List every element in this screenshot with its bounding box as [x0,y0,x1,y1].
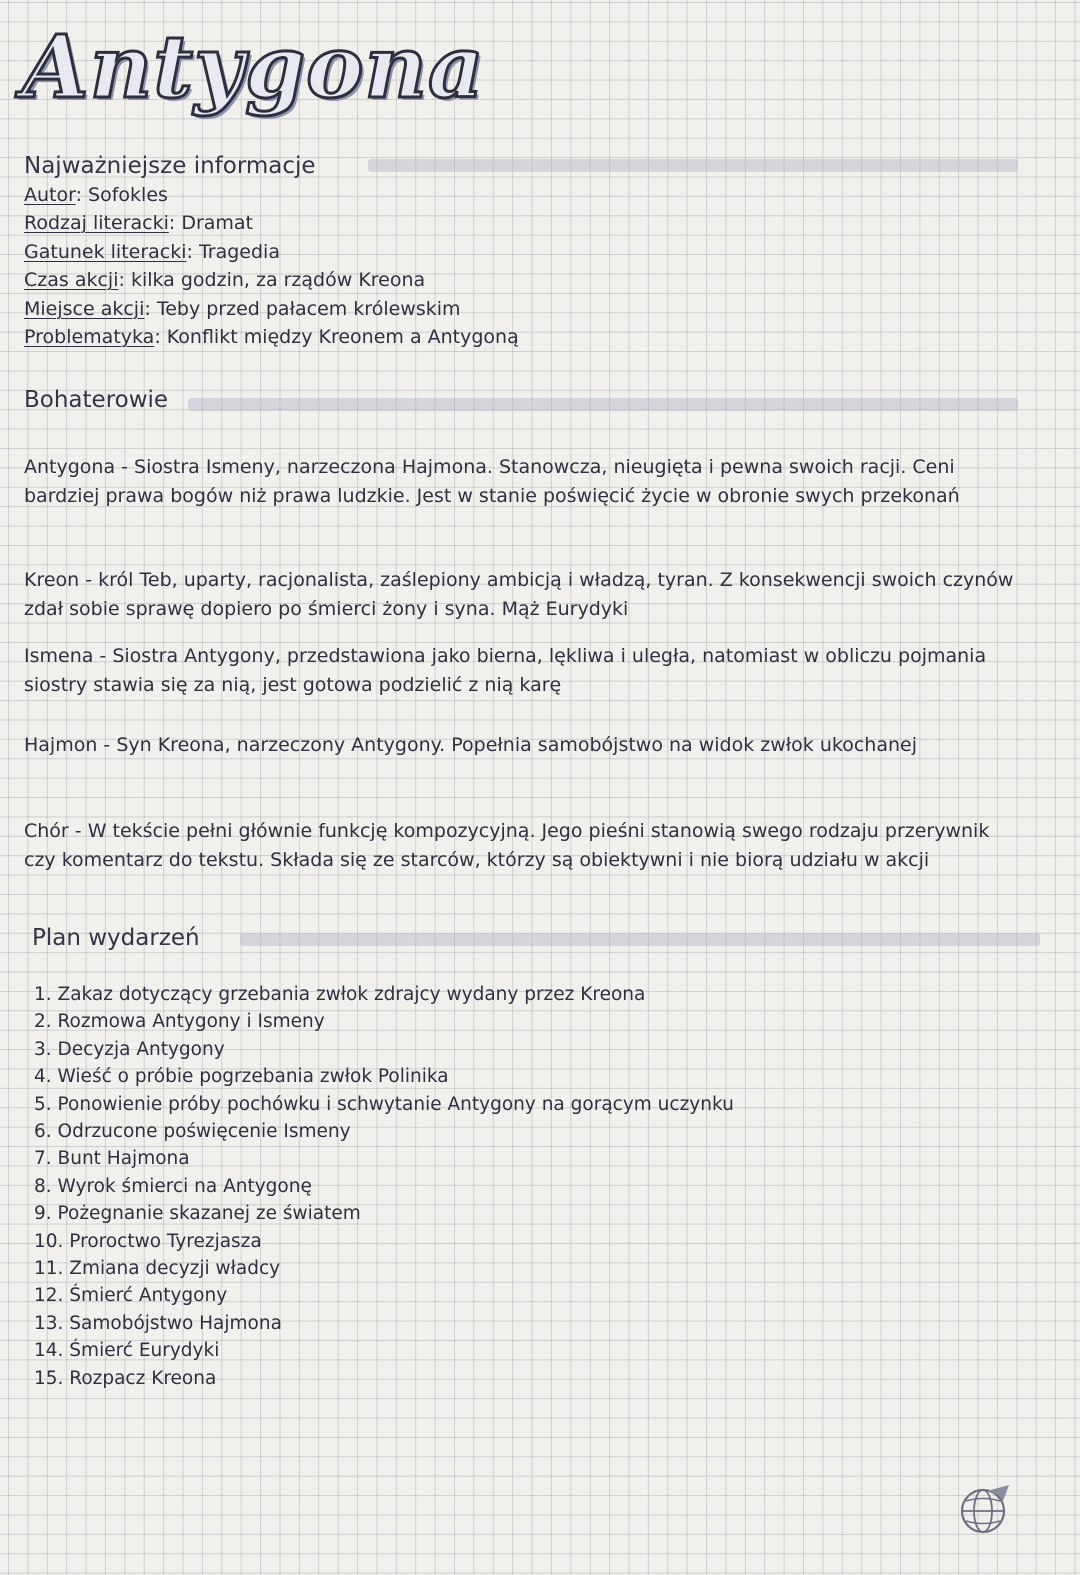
info-section [24,152,519,352]
list-item: 12. Śmierć Antygony [34,1285,228,1307]
info-label: Miejsce akcji [24,297,145,320]
list-item: 1. Zakaz dotyczący grzebania zwłok zdrajcy wydany przez Kreona [34,984,646,1005]
character-name: Hajmon [24,734,98,756]
info-value: Teby przed pałacem królewskim [156,297,461,320]
character-description: Siostra Antygony, przedstawiona jako bierna, lękliwa i uległa, natomiast w obliczu pojmania siostry stawia się za nią, jest gotowa podzielić z nią karę [24,645,987,696]
highlight-bohaterowie [188,398,1018,411]
highlight-plan [240,933,1040,946]
info-value: Konflikt między Kreonem a Antygoną [166,326,519,348]
character-name: Ismena [24,645,94,667]
character-ismena: Ismena - Siostra Antygony, przedstawiona jako bierna, lękliwa i uległa, natomiast w obliczu pojmania siostry stawia się za nią, jest gotowa podzielić z nią karę [24,645,987,696]
list-item: 11. Zmiana decyzji władcy [34,1258,281,1280]
character-description: Siostra Ismeny, narzeczona Hajmona. Stanowcza, nieugięta i pewna swoich racji. Ceni bardziej prawa bogów niż prawa ludzkie. Jest w stanie poświęcić życie w obronie swych przekonań [24,456,960,507]
list-item: 9. Pożegnanie skazanej ze światem [34,1203,361,1225]
character-name: Chór [24,820,69,842]
plan-list [34,981,734,1392]
info-row-rodzaj: Rodzaj literacki: Dramat [24,212,253,234]
characters-heading: Bohaterowie [24,387,169,413]
info-row-czas: Czas akcji: kilka godzin, za rządów Kreona [24,269,426,291]
plan-heading: Plan wydarzeń [32,925,200,951]
character-hajmon: Hajmon - Syn Kreona, narzeczony Antygony. Popełnia samobójstwo na widok zwłok ukochanej [24,734,917,756]
info-row-problematyka: Problematyka: Konflikt między Kreonem a Antygoną [24,326,519,348]
info-heading: Najważniejsze informacje [24,153,316,179]
character-name: Kreon [24,569,80,591]
globe-logo-icon [957,1481,1013,1537]
list-item: 10. Proroctwo Tyrezjasza [34,1230,262,1252]
list-item: 8. Wyrok śmierci na Antygonę [34,1175,312,1197]
character-chor: Chór - W tekście pełni głównie funkcję kompozycyjną. Jego pieśni stanowią swego rodzaju przerywnik czy komentarz do tekstu. Składa się ze starców, którzy są obiektywni i nie biorą udziału w akcji [24,820,990,871]
character-description: Syn Kreona, narzeczony Antygony. Popełnia samobójstwo na widok zwłok ukochanej [116,734,917,756]
info-value: kilka godzin, za rządów Kreona [130,269,426,291]
info-value: Tragedia [198,240,280,263]
info-label: Gatunek literacki [24,240,187,263]
character-description: król Teb, uparty, racjonalista, zaślepiony ambicją i władzą, tyran. Z konsekwencji swoich czynów zdał sobie sprawę dopiero po śmierci żony i syna. Mąż Eurydyki [24,569,1014,620]
info-value: Dramat [181,212,253,234]
info-value: Sofokles [88,183,168,206]
list-item: 14. Śmierć Eurydyki [34,1340,220,1362]
info-row-miejsce: Miejsce akcji: Teby przed pałacem królewskim [24,297,461,320]
list-item: 3. Decyzja Antygony [34,1038,225,1060]
info-label: Autor [24,183,76,206]
character-description: W tekście pełni głównie funkcję kompozycyjną. Jego pieśni stanowią swego rodzaju przerywnik czy komentarz do tekstu. Składa się ze starców, którzy są obiektywni i nie biorą udziału w akcji [24,820,990,871]
list-item: 15. Rozpacz Kreona [34,1367,217,1389]
list-item: 13. Samobójstwo Hajmona [34,1312,282,1334]
list-item: 4. Wieść o próbie pogrzebania zwłok Polinika [34,1066,449,1088]
info-row-gatunek: Gatunek literacki: Tragedia [24,240,280,263]
info-row-autor: Autor: Sofokles [24,183,168,206]
list-item: 7. Bunt Hajmona [34,1148,190,1170]
info-label: Czas akcji [24,269,119,291]
list-item: 2. Rozmowa Antygony i Ismeny [34,1011,325,1033]
character-antygona: Antygona - Siostra Ismeny, narzeczona Hajmona. Stanowcza, nieugięta i pewna swoich racji. Ceni bardziej prawa bogów niż prawa ludzkie. Jest w stanie poświęcić życie w obronie swych przekonań [24,456,960,507]
character-kreon: Kreon - król Teb, uparty, racjonalista, zaślepiony ambicją i władzą, tyran. Z konsekwencji swoich czynów zdał sobie sprawę dopiero po śmierci żony i syna. Mąż Eurydyki [24,569,1014,620]
page-title: Antygona [22,17,485,118]
info-label: Rodzaj literacki [24,212,169,234]
character-name: Antygona [24,456,116,478]
info-label: Problematyka [24,326,155,348]
list-item: 6. Odrzucone poświęcenie Ismeny [34,1121,351,1143]
list-item: 5. Ponowienie próby pochówku i schwytanie Antygony na gorącym uczynku [34,1093,734,1115]
